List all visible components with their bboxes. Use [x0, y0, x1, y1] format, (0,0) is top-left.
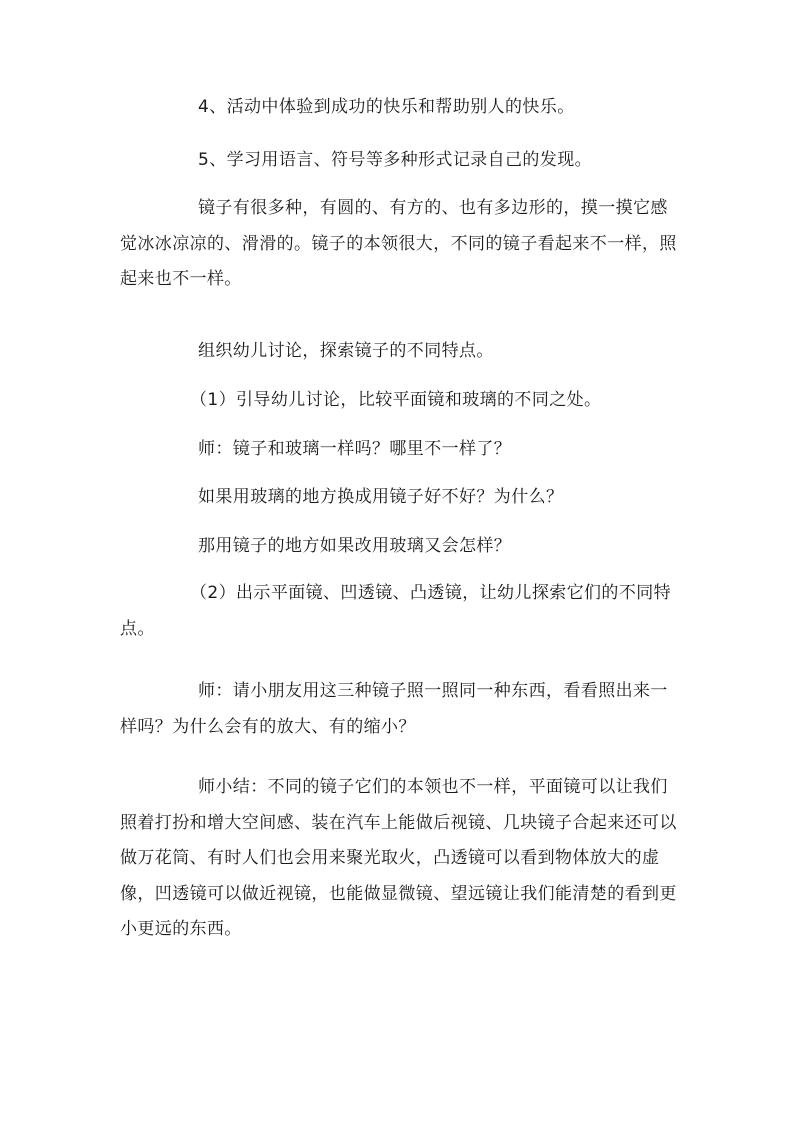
paragraph-question-mirror-to-glass: 那用镜子的地方如果改用玻璃又会怎样？ — [198, 536, 512, 556]
paragraph-teacher-question-1: 师：镜子和玻璃一样吗？哪里不一样了？ — [198, 439, 512, 459]
paragraph-question-glass-to-mirror: 如果用玻璃的地方换成用镜子好不好？为什么？ — [198, 487, 564, 507]
paragraph-organize-discussion: 组织幼儿讨论，探索镜子的不同特点。 — [198, 341, 494, 361]
paragraph-step-1: （1）引导幼儿讨论，比较平面镜和玻璃的不同之处。 — [190, 390, 602, 410]
paragraph-goal-4: 4、活动中体验到成功的快乐和帮助别人的快乐。 — [198, 97, 575, 117]
paragraph-mirror-intro: 镜子有很多种，有圆的、有方的、也有多边形的，摸一摸它感觉冰冰凉凉的、滑滑的。镜子的本领很大，不同的镜子看起来不一样，照起来也不一样。 — [120, 198, 677, 289]
paragraph-teacher-question-2: 师：请小朋友用这三种镜子照一照同一种东西，看看照出来一样吗？为什么会有的放大、有的缩小？ — [120, 681, 668, 737]
paragraph-step-2: （2）出示平面镜、凹透镜、凸透镜，让幼儿探索它们的不同特点。 — [120, 583, 672, 639]
paragraph-teacher-summary: 师小结：不同的镜子它们的本领也不一样，平面镜可以让我们照着打扮和增大空间感、装在汽车上能做后视镜、几块镜子合起来还可以做万花筒、有时人们也会用来聚光取火，凸透镜可以看到物体放大的虚像，凹透镜可以做近视镜，也能做显微镜、望远镜让我们能清楚的看到更小更远的东西。 — [120, 777, 677, 939]
paragraph-goal-5: 5、学习用语言、符号等多种形式记录自己的发现。 — [198, 150, 593, 170]
